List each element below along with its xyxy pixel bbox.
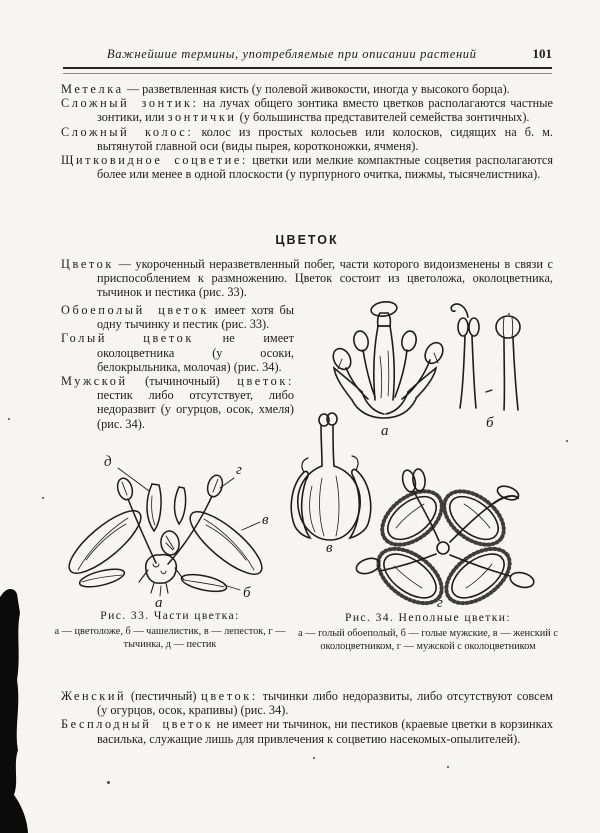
scan-speck — [313, 757, 315, 759]
term-entry-oboepoly — [61, 303, 294, 331]
fig33-caption — [44, 609, 296, 651]
term-body: — разветвленная кисть (у полевой живокости, иногда у высокого борца). — [126, 82, 510, 96]
fig34-label-a: а — [381, 423, 389, 439]
term-label: Щитковидное соцветие: — [61, 153, 248, 168]
term-label: Цветок — [61, 257, 115, 271]
term-label: Голый цветок — [61, 331, 194, 346]
term-label: Сложный зонтик: — [61, 96, 199, 111]
fig34-lower-illustration — [282, 408, 560, 610]
left-column — [61, 303, 294, 431]
term-entry-goly — [61, 331, 294, 374]
running-head-title: Важнейшие термины, употребляемые при описании растений — [106, 47, 477, 61]
term-entry-muzhskoy — [61, 374, 294, 431]
term-mid: (пестичный) — [130, 689, 197, 703]
fig33-label-d: д — [104, 454, 112, 470]
term-label: Мужской — [61, 374, 128, 389]
term-body: имеет хотя бы одну тычинку и пестик (рис. 33). — [97, 303, 294, 332]
term-entry-tsvetok — [61, 257, 553, 300]
term-entry-shchitkovidnoe — [61, 153, 553, 181]
term-body: пестик либо отсутствует, либо недоразвит (у огурцов, осок, хмеля) (рис. 34). — [97, 388, 294, 431]
section-title: ЦВЕТОК — [275, 233, 339, 247]
running-head — [63, 47, 552, 61]
fig33-caption-legend: а — цветоложе, б — чашелистик, в — лепесток, г — тычинка, д — пестик — [54, 626, 286, 650]
term-entry-zhensky — [61, 689, 553, 717]
flower-parts-drawing — [61, 468, 270, 596]
fig34-caption — [298, 611, 558, 653]
term-body: колос из простых колосьев или колосков, сидящих на б. м. вытянутой главной оси (виды пырея, коротконожки, ячменя). — [97, 124, 553, 153]
term-label: цветок: — [201, 689, 258, 703]
fig33-label-a: а — [155, 595, 163, 608]
fig33-label-v: в — [262, 512, 269, 528]
term-label: Женский — [61, 689, 127, 703]
term-entry-besplodny — [61, 717, 553, 745]
term-label: Обоеполый цветок — [61, 303, 209, 317]
scan-speck — [8, 418, 10, 420]
fig33-label-g: г — [236, 462, 242, 478]
scan-speck — [566, 440, 568, 442]
term-body: не имеет ни тычинок, ни пестиков (краевые цветки в корзинках василька, служащие лишь для привлечения к соцветию насекомых-опылителей). — [97, 717, 553, 746]
term-inline-spaced: зонтички — [167, 110, 237, 125]
fig34-label-g: г — [437, 595, 443, 610]
fig34-label-v: в — [326, 540, 333, 556]
bottom-block — [61, 689, 553, 746]
fig34-caption-legend: а — голый обоеполый, б — голые мужские, в — женский с околоцветником, г — мужской с околоцветником — [298, 628, 558, 652]
fig33-label-b: б — [243, 585, 251, 601]
fig33-illustration — [48, 442, 288, 608]
term-label: Метелка — [61, 82, 124, 96]
scan-speck — [42, 497, 44, 499]
term-body: не имеет околоцветника (у осоки, белокрыльника, молочая) (рис. 34). — [97, 331, 294, 374]
term-body: — укороченный неразветвленный побег, части которого видоизменены в связи с приспособлением к размножению. Цветок состоит из цветоложа, околоцветника, тычинок и пестика (рис. 33). — [97, 257, 553, 300]
page-number: 101 — [532, 46, 552, 61]
term-label: цветок: — [237, 374, 295, 389]
term-body: (у большинства представителей семейства зонтичных). — [239, 110, 530, 125]
male-flower-with-perianth-drawing — [354, 468, 535, 610]
terms-block — [61, 82, 553, 181]
term-label: Сложный колос: — [61, 124, 194, 139]
term-body: на лучах общего зонтика вместо цветков располагаются частные зонтики, или — [97, 96, 553, 125]
fig34-label-b: б — [486, 415, 494, 431]
fig34-caption-title: Рис. 34. Неполные цветки: — [344, 611, 512, 624]
term-label: Бесплодный цветок — [61, 717, 214, 732]
header-rule — [63, 67, 552, 74]
term-entry-slozhny-zontik — [61, 96, 553, 124]
scan-speck — [107, 781, 110, 784]
intro-block — [61, 257, 553, 300]
fig33-caption-title: Рис. 33. Части цветка: — [100, 609, 240, 622]
term-body: цветки или мелкие компактные соцветия располагаются более или менее в одной плоскости (у пурпурного очитка, пижмы, тысячелистника). — [97, 153, 553, 182]
term-body: тычинки либо недоразвиты, либо отсутствуют совсем (у огурцов, осок, крапивы) (рис. 34). — [97, 689, 554, 718]
naked-stamens-drawing — [451, 304, 520, 410]
term-entry-slozhny-kolos — [61, 125, 553, 153]
female-flower-drawing — [291, 413, 370, 540]
term-mid: (тычиночный) — [145, 374, 220, 389]
term-entry-metelka — [61, 82, 553, 96]
scan-speck — [508, 313, 510, 315]
naked-bisexual-flower-drawing — [330, 300, 447, 418]
scan-speck — [447, 766, 449, 768]
scan-ink-blob — [0, 585, 32, 833]
